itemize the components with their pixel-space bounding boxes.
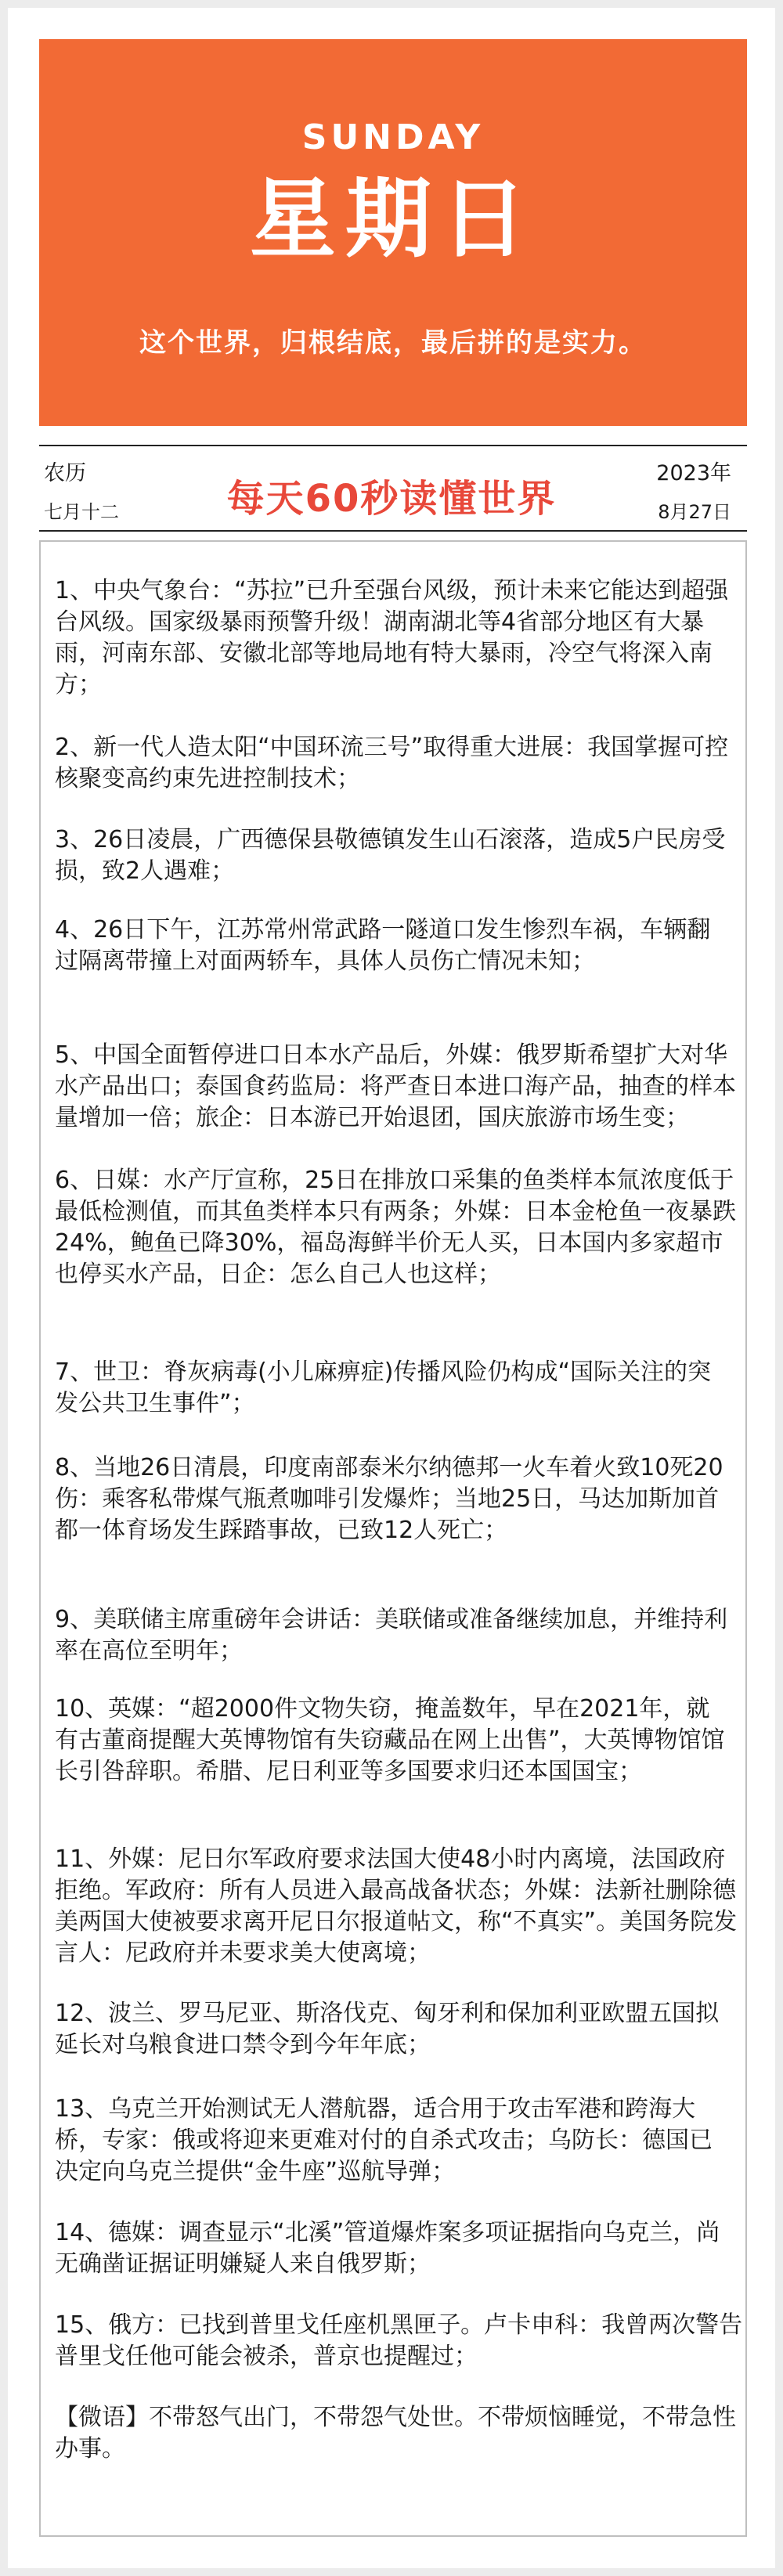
news-item-3: 3、26日凌晨，广西德保县敬德镇发生山石滚落，造成5户民房受损，致2人遇难； xyxy=(55,826,726,885)
quote: 【微语】不带怒气出门，不带怨气处世。不带烦恼睡觉，不带急性办事。 xyxy=(55,2404,736,2462)
date: 8月27日 xyxy=(658,501,731,523)
divider-bottom xyxy=(39,530,747,532)
news-item-4: 4、26日下午，江苏常州常武路一隧道口发生惨烈车祸，车辆翻过隔离带撞上对面两轿车，具体人员伤亡情况未知； xyxy=(55,916,711,975)
news-item-2: 2、新一代人造太阳“中国环流三号”取得重大进展：我国掌握可控核聚变高约束先进控制技术； xyxy=(55,734,729,792)
news-item-7: 7、世卫：脊灰病毒(小儿麻痹症)传播风险仍构成“国际关注的突发公共卫生事件”； xyxy=(55,1358,712,1417)
year: 2023年 xyxy=(656,461,731,485)
news-item-8: 8、当地26日清晨，印度南部泰米尔纳德邦一火车着火致10死20伤：乘客私带煤气瓶煮咖啡引发爆炸；当地25日，马达加斯加首都一体育场发生踩踏事故，已致12人死亡； xyxy=(55,1454,723,1544)
news-item-13: 13、乌克兰开始测试无人潜航器，适合用于攻击军港和跨海大桥，专家：俄或将迎来更难对付的自杀式攻击；乌防长：德国已决定向乌克兰提供“金牛座”巡航导弹； xyxy=(55,2095,713,2185)
news-item-5: 5、中国全面暂停进口日本水产品后，外媒：俄罗斯希望扩大对华水产品出口；泰国食药监局：将严查日本进口海产品，抽查的样本量增加一倍；旅企：日本游已开始退团，国庆旅游市场生变； xyxy=(55,1041,736,1131)
headline: 每天60秒读懂世界 xyxy=(226,477,557,521)
news-item-14: 14、德媒：调查显示“北溪”管道爆炸案多项证据指向乌克兰，尚无确凿证据证明嫌疑人来自俄罗斯； xyxy=(55,2219,720,2278)
news-item-1: 1、中央气象台：“苏拉”已升至强台风级，预计未来它能达到超强台风级。国家级暴雨预警升级！湖南湖北等4省部分地区有大暴雨，河南东部、安徽北部等地局地有特大暴雨，冷空气将深入南方； xyxy=(55,577,729,698)
header-banner xyxy=(39,39,747,426)
news-card xyxy=(8,8,775,2568)
day-english: SUNDAY xyxy=(301,117,485,157)
news-item-10: 10、英媒：“超2000件文物失窃，掩盖数年，早在2021年，就有古董商提醒大英博物馆有失窃藏品在网上出售”，大英博物馆馆长引咎辞职。希腊、尼日利亚等多国要求归还本国国宝； xyxy=(55,1695,725,1785)
lunar-date: 七月十二 xyxy=(44,501,119,523)
divider-top xyxy=(39,445,747,446)
day-chinese: 星期日 xyxy=(250,169,536,269)
news-item-11: 11、外媒：尼日尔军政府要求法国大使48小时内离境，法国政府拒绝。军政府：所有人员进入最高战备状态；外媒：法新社删除德美两国大使被要求离开尼日尔报道帖文，称“不真实”。美国务院发言人：尼政府并未要求美大使离境； xyxy=(55,1845,738,1967)
news-item-6: 6、日媒：水产厅宣称，25日在排放口采集的鱼类样本氚浓度低于最低检测值，而其鱼类样本只有两条；外媒：日本金枪鱼一夜暴跌24%，鲍鱼已降30%，福岛海鲜半价无人买，日本国内多家超市也停买水产品，日企：怎么自己人也这样； xyxy=(55,1167,736,1288)
news-item-9: 9、美联储主席重磅年会讲话：美联储或准备继续加息，并维持利率在高位至明年； xyxy=(55,1606,728,1665)
slogan: 这个世界，归根结底，最后拼的是实力。 xyxy=(139,327,647,359)
news-item-15: 15、俄方：已找到普里戈任座机黑匣子。卢卡申科：我曾两次警告普里戈任他可能会被杀，普京也提醒过； xyxy=(55,2311,743,2370)
news-item-12: 12、波兰、罗马尼亚、斯洛伐克、匈牙利和保加利亚欧盟五国拟延长对乌粮食进口禁令到今年年底； xyxy=(55,2000,720,2058)
lunar-label: 农历 xyxy=(44,461,86,485)
